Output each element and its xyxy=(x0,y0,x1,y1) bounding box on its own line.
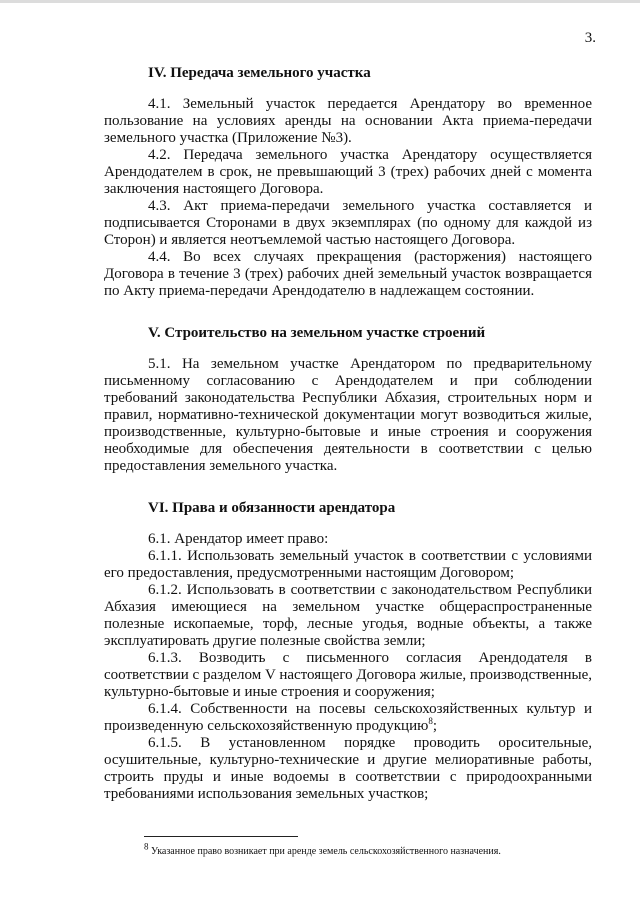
clause-4-3: 4.3. Акт приема-передачи земельного участка составляется и подписывается Сторонами в двух экземплярах (по одному для каждой из Сторон) и является неотъемлемой частью настоящего Договора. xyxy=(104,198,592,248)
document-body xyxy=(104,64,592,803)
clause-5-1: 5.1. На земельном участке Арендатором по предварительному письменному согласованию с Арендодателем и при соблюдении требований законодательства Республики Абхазия, строительных норм и правил, нормативно-технической документации могут возводиться жилые, производственные, культурно-бытовые и иные строения и сооружения необходимые для обеспечения деятельности в соответствии с целью предоставления земельного участка. xyxy=(104,356,592,474)
clause-4-1: 4.1. Земельный участок передается Арендатору во временное пользование на условиях аренды на основании Акта приема-передачи земельного участка (Приложение №3). xyxy=(104,96,592,146)
clause-6-1-5: 6.1.5. В установленном порядке проводить оросительные, осушительные, культурно-технические и другие мелиоративные работы, строить пруды и иные водоемы в соответствии с природоохранными требованиями использования земельных участков; xyxy=(104,735,592,802)
clause-6-1-4 xyxy=(104,701,592,735)
clause-6-1-1: 6.1.1. Использовать земельный участок в соответствии с условиями его предоставления, предусмотренными настоящим Договором; xyxy=(104,548,592,581)
clause-4-4: 4.4. Во всех случаях прекращения (расторжения) настоящего Договора в течение 3 (трех) рабочих дней земельный участок возвращается по Акту приема-передачи Арендодателю в надлежащем состоянии. xyxy=(104,249,592,299)
footnote-divider xyxy=(144,836,298,837)
clause-6-1-4-tail: ; xyxy=(432,718,437,734)
page-top-edge xyxy=(0,0,640,3)
footnote-text: Указанное право возникает при аренде земель сельскохозяйственного назначения. xyxy=(151,846,501,857)
clause-4-2: 4.2. Передача земельного участка Арендатору осуществляется Арендодателем в срок, не превышающий 3 (трех) рабочих дней с момента заключения настоящего Договора. xyxy=(104,147,592,197)
page-number: 3. xyxy=(584,30,596,46)
section-heading-4: IV. Передача земельного участка xyxy=(148,65,371,81)
clause-6-1-4-text: 6.1.4. Собственности на посевы сельскохозяйственных культур и произведенную сельскохозяйственную продукцию xyxy=(104,701,592,734)
clause-6-1-2: 6.1.2. Использовать в соответствии с законодательством Республики Абхазия имеющиеся на земельном участке общераспространенные полезные ископаемые, торф, лесные угодья, водные объекты, а также эксплуатировать другие полезные свойства земли; xyxy=(104,582,592,649)
section-heading-5: V. Строительство на земельном участке строений xyxy=(148,325,486,341)
footnote-marker: 8 xyxy=(144,841,149,852)
clause-6-1-3: 6.1.3. Возводить с письменного согласия Арендодателя в соответствии с разделом V настоящего Договора жилые, производственные, культурно-бытовые и иные строения и сооружения; xyxy=(104,650,592,700)
footnote-ref[interactable]: 8 xyxy=(428,716,433,726)
footnote xyxy=(144,841,604,858)
clause-6-1: 6.1. Арендатор имеет право: xyxy=(148,531,329,547)
section-heading-6: VI. Права и обязанности арендатора xyxy=(148,500,396,516)
